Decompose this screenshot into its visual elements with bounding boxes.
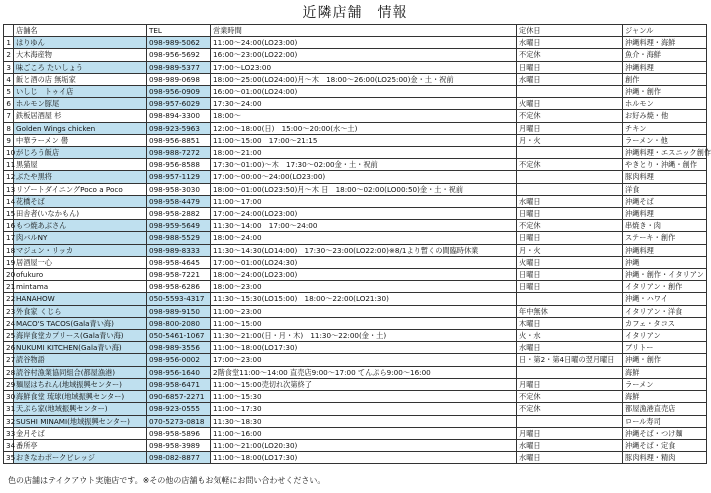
store-name: もつ焼あぶさん [14, 220, 147, 232]
store-hours: 18:00～21:00 [211, 147, 517, 159]
store-hours: 11:30～14:00 17:00～24:00 [211, 220, 517, 232]
store-name: 海岸食堂カプリース(Gala青い海) [14, 330, 147, 342]
store-hours: 11:00～15:00売切れ次第終了 [211, 378, 517, 390]
store-name: NUKUMI KITCHEN(Gala青い海) [14, 342, 147, 354]
store-genre: 沖縄・創作 [623, 86, 707, 98]
store-name: 大木海産物 [14, 49, 147, 61]
store-genre: 沖縄料理 [623, 244, 707, 256]
store-closed-day: 水曜日 [517, 37, 623, 49]
store-name: いしじ トゥイ店 [14, 86, 147, 98]
store-hours: 17:30～01:00)～木 17:30～02:00金・土・祝前 [211, 159, 517, 171]
store-closed-day [517, 415, 623, 427]
row-number: 23 [4, 305, 14, 317]
store-tel: 098-956-1640 [147, 366, 211, 378]
store-tel: 098-958-3030 [147, 183, 211, 195]
store-genre: ラーメン [623, 378, 707, 390]
row-number: 21 [4, 281, 14, 293]
store-tel: 098-958-6286 [147, 281, 211, 293]
row-number: 20 [4, 269, 14, 281]
store-name: HANAHOW [14, 293, 147, 305]
table-row [4, 330, 707, 342]
store-genre: やきとり・沖縄・創作 [623, 159, 707, 171]
store-genre: 沖縄料理 [623, 61, 707, 73]
store-closed-day: 不定休 [517, 220, 623, 232]
store-hours: 11:00～18:00(LO17:30) [211, 342, 517, 354]
store-name: 鉄板居酒屋 杉 [14, 110, 147, 122]
store-name: 外食家 くじら [14, 305, 147, 317]
store-closed-day: 不定休 [517, 159, 623, 171]
table-row [4, 98, 707, 110]
store-hours: 11:00～15:00 17:00～21:15 [211, 134, 517, 146]
row-number: 9 [4, 134, 14, 146]
table-row [4, 378, 707, 390]
store-genre: チキン [623, 122, 707, 134]
store-genre: ブリトー [623, 342, 707, 354]
row-number: 27 [4, 354, 14, 366]
table-row [4, 232, 707, 244]
row-number: 34 [4, 439, 14, 451]
table-row [4, 220, 707, 232]
header-genre: ジャンル [623, 25, 707, 37]
store-genre: 海鮮 [623, 391, 707, 403]
store-name: 番所亭 [14, 439, 147, 451]
table-row [4, 37, 707, 49]
row-number: 24 [4, 317, 14, 329]
store-closed-day: 月曜日 [517, 122, 623, 134]
store-closed-day: 火曜日 [517, 98, 623, 110]
row-number: 13 [4, 183, 14, 195]
store-tel: 098-957-1129 [147, 171, 211, 183]
store-tel: 090-6857-2271 [147, 391, 211, 403]
table-row [4, 171, 707, 183]
row-number: 30 [4, 391, 14, 403]
store-genre: 沖縄・創作・イタリアン [623, 269, 707, 281]
store-closed-day: 水曜日 [517, 73, 623, 85]
table-row [4, 134, 707, 146]
store-name: 飯と酒の店 無垢家 [14, 73, 147, 85]
store-closed-day: 水曜日 [517, 195, 623, 207]
store-genre: 沖縄 [623, 256, 707, 268]
row-number: 5 [4, 86, 14, 98]
store-name: ofukuro [14, 269, 147, 281]
store-hours: 17:00～24:00(LO23:00) [211, 208, 517, 220]
store-tel: 098-989-3556 [147, 342, 211, 354]
table-row [4, 366, 707, 378]
store-closed-day: 不定休 [517, 110, 623, 122]
table-row [4, 281, 707, 293]
store-name: マジュン・リッカ [14, 244, 147, 256]
store-genre: 沖縄料理・エスニック創作 [623, 147, 707, 159]
store-closed-day [517, 366, 623, 378]
store-name: がじろう飯店 [14, 147, 147, 159]
store-genre: イタリアン・創作 [623, 281, 707, 293]
store-tel: 098-988-5529 [147, 232, 211, 244]
store-closed-day: 不定休 [517, 403, 623, 415]
store-tel: 098-923-0555 [147, 403, 211, 415]
store-genre: 沖縄そば・定食 [623, 439, 707, 451]
store-genre: 洋食 [623, 183, 707, 195]
table-row [4, 293, 707, 305]
store-hours: 18:00～01:00(LO23:50)月～木 日 18:00～02:00(LO00:50)金・土・祝前 [211, 183, 517, 195]
store-tel: 098-988-7272 [147, 147, 211, 159]
table-row [4, 86, 707, 98]
row-number: 22 [4, 293, 14, 305]
table-row [4, 427, 707, 439]
table-row [4, 147, 707, 159]
store-genre: イタリアン・洋食 [623, 305, 707, 317]
store-name: 読谷物語 [14, 354, 147, 366]
store-hours: 11:00～24:00(LO23:00) [211, 37, 517, 49]
store-closed-day: 月曜日 [517, 378, 623, 390]
table-row [4, 122, 707, 134]
store-genre: お好み焼・他 [623, 110, 707, 122]
row-number: 16 [4, 220, 14, 232]
store-name: リゾートダイニングPoco a Poco [14, 183, 147, 195]
store-closed-day: 月・火 [517, 244, 623, 256]
store-name: MACO'S TACOS(Gala青い海) [14, 317, 147, 329]
store-closed-day: 月曜日 [517, 427, 623, 439]
store-hours: 12:00～18:00(日) 15:00～20:00(水～土) [211, 122, 517, 134]
store-tel: 098-958-6471 [147, 378, 211, 390]
table-row [4, 73, 707, 85]
store-closed-day: 日曜日 [517, 281, 623, 293]
store-genre: イタリアン [623, 330, 707, 342]
store-closed-day: 不定休 [517, 49, 623, 61]
store-hours: 17:00～00:00～24:00(LO23:00) [211, 171, 517, 183]
header-no [4, 25, 14, 37]
store-table [3, 24, 711, 464]
store-name: 海鮮食堂 琉球(地域振興センター) [14, 391, 147, 403]
store-name: おきなわポークビレッジ [14, 452, 147, 464]
table-row [4, 342, 707, 354]
store-hours: 11:00～23:00 [211, 305, 517, 317]
store-tel: 098-958-5896 [147, 427, 211, 439]
store-tel: 050-5593-4317 [147, 293, 211, 305]
table-row [4, 439, 707, 451]
store-hours: 16:00～01:00(LO24:00) [211, 86, 517, 98]
table-row [4, 195, 707, 207]
row-number: 19 [4, 256, 14, 268]
store-name: ホルモン豚尾 [14, 98, 147, 110]
store-tel: 098-989-5377 [147, 61, 211, 73]
row-number: 4 [4, 73, 14, 85]
store-closed-day [517, 171, 623, 183]
store-tel: 098-800-2080 [147, 317, 211, 329]
row-number: 31 [4, 403, 14, 415]
row-number: 17 [4, 232, 14, 244]
row-number: 29 [4, 378, 14, 390]
store-hours: 18:00～ [211, 110, 517, 122]
store-hours: 16:00～23:00(LO22:00) [211, 49, 517, 61]
store-name: 居酒屋一心 [14, 256, 147, 268]
store-closed-day: 日・第2・第4日曜の翌月曜日 [517, 354, 623, 366]
store-tel: 098-958-4645 [147, 256, 211, 268]
store-tel: 098-956-5692 [147, 49, 211, 61]
table-row [4, 452, 707, 464]
store-name: はりゆん [14, 37, 147, 49]
store-closed-day: 水曜日 [517, 342, 623, 354]
store-closed-day [517, 183, 623, 195]
store-genre: 沖縄そば・つけ麺 [623, 427, 707, 439]
store-tel: 098-957-6029 [147, 98, 211, 110]
store-name: 味ごころ たいしょう [14, 61, 147, 73]
row-number: 12 [4, 171, 14, 183]
store-closed-day: 年中無休 [517, 305, 623, 317]
row-number: 32 [4, 415, 14, 427]
store-closed-day: 日曜日 [517, 208, 623, 220]
store-closed-day [517, 147, 623, 159]
store-hours: 11:00～18:00(LO17:30) [211, 452, 517, 464]
table-row [4, 391, 707, 403]
header-closed: 定休日 [517, 25, 623, 37]
store-genre: ステーキ・創作 [623, 232, 707, 244]
table-row [4, 61, 707, 73]
table-row [4, 317, 707, 329]
store-hours: 11:00～17:30 [211, 403, 517, 415]
row-number: 28 [4, 366, 14, 378]
header-hours: 営業時間 [211, 25, 517, 37]
store-tel: 098-989-8333 [147, 244, 211, 256]
store-genre: 沖縄・ハワイ [623, 293, 707, 305]
store-hours: 17:30～24:00 [211, 98, 517, 110]
store-hours: 18:00～24:00 [211, 232, 517, 244]
store-hours: 11:30～21:00(日・月・木) 11:30～22:00(金・土) [211, 330, 517, 342]
store-closed-day: 不定休 [517, 391, 623, 403]
store-genre: 沖縄料理 [623, 208, 707, 220]
store-tel: 098-958-7221 [147, 269, 211, 281]
table-row [4, 415, 707, 427]
store-closed-day: 火曜日 [517, 256, 623, 268]
header-name: 店舗名 [14, 25, 147, 37]
store-hours: 11:00～15:30 [211, 391, 517, 403]
row-number: 2 [4, 49, 14, 61]
store-closed-day: 水曜日 [517, 452, 623, 464]
row-number: 7 [4, 110, 14, 122]
store-hours: 11:00～15:00 [211, 317, 517, 329]
store-name: 読谷村漁業協同組合(都屋漁港) [14, 366, 147, 378]
row-number: 15 [4, 208, 14, 220]
table-row [4, 305, 707, 317]
store-tel: 098-958-2882 [147, 208, 211, 220]
row-number: 11 [4, 159, 14, 171]
store-genre: 魚介・海鮮 [623, 49, 707, 61]
row-number: 35 [4, 452, 14, 464]
store-closed-day: 水曜日 [517, 439, 623, 451]
store-genre: 沖縄料理・海鮮 [623, 37, 707, 49]
store-tel: 098-989-9150 [147, 305, 211, 317]
table-row [4, 403, 707, 415]
store-closed-day: 月・火 [517, 134, 623, 146]
store-tel: 098-989-0698 [147, 73, 211, 85]
store-genre: 豚肉料理 [623, 171, 707, 183]
store-tel: 098-958-4479 [147, 195, 211, 207]
store-genre: 都屋漁港直売店 [623, 403, 707, 415]
store-hours: 2階食堂11:00～14:00 直売店9:00～17:00 てんぷら9:00～16:00 [211, 366, 517, 378]
row-number: 26 [4, 342, 14, 354]
table-row [4, 354, 707, 366]
table-row [4, 256, 707, 268]
store-tel: 098-956-8851 [147, 134, 211, 146]
store-tel: 050-5461-1067 [147, 330, 211, 342]
store-genre: 豚肉料理・精肉 [623, 452, 707, 464]
store-hours: 11:30～15:30(LO15:00) 18:00～22:00(LO21:30) [211, 293, 517, 305]
store-name: 肉バルNY [14, 232, 147, 244]
table-header-row [4, 25, 707, 37]
store-tel: 098-956-0909 [147, 86, 211, 98]
store-hours: 11:00～16:00 [211, 427, 517, 439]
store-name: 田舎者(いなかもん) [14, 208, 147, 220]
row-number: 10 [4, 147, 14, 159]
header-tel: TEL [147, 25, 211, 37]
store-hours: 18:00～25:00(LO24:00)月～木 18:00～26:00(LO25:00)金・土・祝前 [211, 73, 517, 85]
store-name: 麺屋はちれん(地域振興センター) [14, 378, 147, 390]
table-row [4, 49, 707, 61]
store-genre: 海鮮 [623, 366, 707, 378]
store-name: 花橋そば [14, 195, 147, 207]
table-row [4, 159, 707, 171]
store-hours: 17:00～23:00 [211, 354, 517, 366]
row-number: 25 [4, 330, 14, 342]
footnote: 色の店舗はテイクアウト実施店です。※その他の店舗もお気軽にお問い合わせください。 [8, 476, 326, 485]
store-hours: 18:00～23:00 [211, 281, 517, 293]
store-tel: 098-956-0002 [147, 354, 211, 366]
row-number: 6 [4, 98, 14, 110]
store-closed-day: 日曜日 [517, 269, 623, 281]
store-genre: ラーメン・他 [623, 134, 707, 146]
row-number: 33 [4, 427, 14, 439]
store-closed-day: 火・水 [517, 330, 623, 342]
row-number: 8 [4, 122, 14, 134]
row-number: 1 [4, 37, 14, 49]
store-hours: 11:00～21:00(LO20:30) [211, 439, 517, 451]
store-closed-day: 日曜日 [517, 232, 623, 244]
store-hours: 11:00～17:00 [211, 195, 517, 207]
store-closed-day [517, 86, 623, 98]
store-genre: ロール寿司 [623, 415, 707, 427]
store-tel: 098-923-5963 [147, 122, 211, 134]
store-tel: 098-958-3989 [147, 439, 211, 451]
store-tel: 070-5273-0818 [147, 415, 211, 427]
store-genre: 串焼き・肉 [623, 220, 707, 232]
store-tel: 098-894-3300 [147, 110, 211, 122]
store-tel: 098-959-5649 [147, 220, 211, 232]
store-closed-day: 木曜日 [517, 317, 623, 329]
store-tel: 098-989-5062 [147, 37, 211, 49]
store-genre: ホルモン [623, 98, 707, 110]
row-number: 3 [4, 61, 14, 73]
store-hours: 17:00～01:00(LO24:30) [211, 256, 517, 268]
store-closed-day [517, 293, 623, 305]
store-name: Golden Wings chicken [14, 122, 147, 134]
store-genre: 沖縄そば [623, 195, 707, 207]
store-hours: 18:00～24:00(LO23:00) [211, 269, 517, 281]
table-row [4, 183, 707, 195]
table-row [4, 244, 707, 256]
row-number: 14 [4, 195, 14, 207]
store-name: 中華ラーメン 嚳 [14, 134, 147, 146]
store-name: SUSHI MINAMI(地域振興センター) [14, 415, 147, 427]
store-name: ぶたや黒将 [14, 171, 147, 183]
store-genre: 沖縄・創作 [623, 354, 707, 366]
store-genre: カフェ・タコス [623, 317, 707, 329]
store-tel: 098-082-8877 [147, 452, 211, 464]
store-name: mintama [14, 281, 147, 293]
store-closed-day: 日曜日 [517, 61, 623, 73]
store-hours: 11:30～18:30 [211, 415, 517, 427]
store-name: 天ぷら家(地域振興センター) [14, 403, 147, 415]
store-name: 金月そば [14, 427, 147, 439]
row-number: 18 [4, 244, 14, 256]
store-hours: 17:00～LO23:00 [211, 61, 517, 73]
table-row [4, 269, 707, 281]
store-name: 黒猫屋 [14, 159, 147, 171]
page-title: 近隣店舗 情報 [302, 5, 408, 21]
store-tel: 098-956-8588 [147, 159, 211, 171]
table-row [4, 110, 707, 122]
store-genre: 創作 [623, 73, 707, 85]
table-row [4, 208, 707, 220]
store-hours: 11:30～14:30(LO14:00) 17:30～23:00(LO22:00)※8/1より暫くの間臨時休業 [211, 244, 517, 256]
